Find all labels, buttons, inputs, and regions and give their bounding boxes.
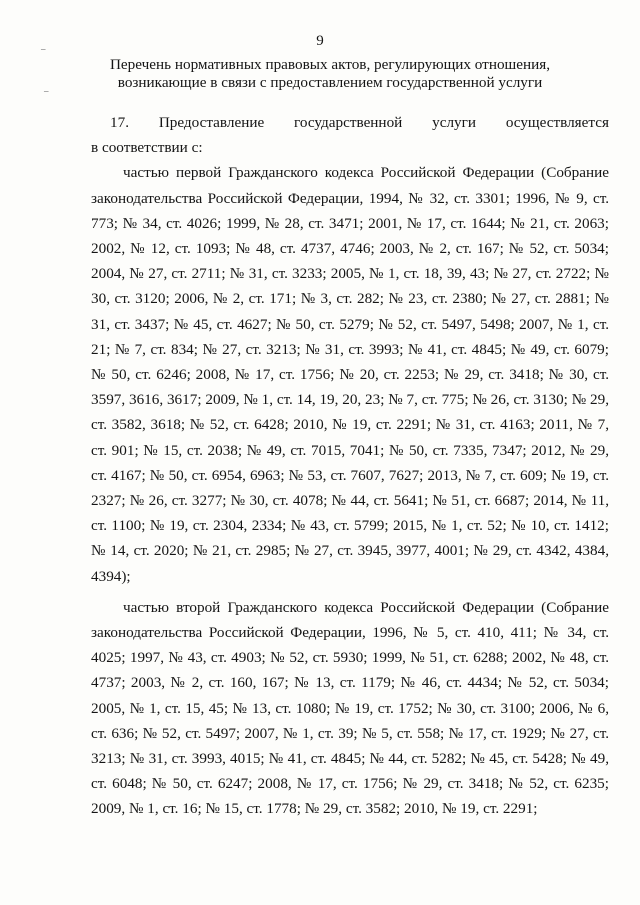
document-body bbox=[91, 110, 609, 822]
heading-line: возникающие в связи с предоставлением государственной услуги bbox=[117, 74, 543, 91]
margin-dash-mark: – bbox=[44, 86, 49, 96]
item-17-first-line bbox=[91, 110, 609, 135]
margin-dash-mark: – bbox=[41, 44, 46, 54]
heading-line: Перечень нормативных правовых актов, регулирующих отношения, bbox=[109, 56, 551, 73]
item-word: осуществляется bbox=[505, 114, 609, 131]
item-word: государственной bbox=[294, 114, 403, 131]
paragraph-civil-code-part-one: частью первой Гражданского кодекса Российской Федерации (Собрание законодательства Российской Федерации, 1994, № 32, ст. 3301; 1996, № 9, ст. 773; № 34, ст. 4026; 1999, № 28, ст. 3471; 2001, № 17, ст. 1644; № 21, ст. 2063; 2002, № 12, ст. 1093; № 48, ст. 4737, 4746; 2003, № 2, ст. 167; № 52, ст. 5034; 2004, № 27, ст. 2711; № 31, ст. 3233; 2005, № 1, ст. 18, 39, 43; № 27, ст. 2722; № 30, ст. 3120; 2006, № 2, ст. 171; № 3, ст. 282; № 23, ст. 2380; № 27, ст. 2881; № 31, ст. 3437; № 45, ст. 4627; № 50, ст. 5279; № 52, ст. 5497, 5498; 2007, № 1, ст. 21; № 7, ст. 834; № 27, ст. 3213; № 31, ст. 3993; № 41, ст. 4845; № 49, ст. 6079; № 50, ст. 6246; 2008, № 17, ст. 1756; № 20, ст. 2253; № 29, ст. 3418; № 30, ст. 3597, 3616, 3617; 2009, № 1, ст. 14, 19, 20, 23; № 7, ст. 775; № 26, ст. 3130; № 29, ст. 3582, 3618; № 52, ст. 6428; 2010, № 19, ст. 2291; № 31, ст. 4163; 2011, № 7, ст. 901; № 15, ст. 2038; № 49, ст. 7015, 7041; № 50, ст. 7335, 7347; 2012, № 29, ст. 4167; № 50, ст. 6954, 6963; № 53, ст. 7607, 7627; 2013, № 7, ст. 609; № 19, ст. 2327; № 26, ст. 3277; № 30, ст. 4078; № 44, ст. 5641; № 51, ст. 6687; 2014, № 11, ст. 1100; № 19, ст. 2304, 2334; № 43, ст. 5799; 2015, № 1, ст. 52; № 10, ст. 1412; № 14, ст. 2020; № 21, ст. 2985; № 27, ст. 3945, 3977, 4001; № 29, ст. 4342, 4384, 4394); bbox=[91, 164, 609, 585]
item-word: Предоставление bbox=[158, 114, 265, 131]
item-number: 17. bbox=[110, 114, 129, 131]
item-word: услуги bbox=[432, 114, 476, 131]
item-continuation: в соответствии с: bbox=[91, 139, 203, 157]
paragraph-civil-code-part-two: частью второй Гражданского кодекса Российской Федерации (Собрание законодательства Российской Федерации, 1996, № 5, ст. 410, 411; № 34, ст. 4025; 1997, № 43, ст. 4903; № 52, ст. 5930; 1999, № 51, ст. 6288; 2002, № 48, ст. 4737; 2003, № 2, ст. 160, 167; № 13, ст. 1179; № 46, ст. 4434; № 52, ст. 5034; 2005, № 1, ст. 15, 45; № 13, ст. 1080; № 19, ст. 1752; № 30, ст. 3100; 2006, № 6, ст. 636; № 52, ст. 5497; 2007, № 1, ст. 39; № 5, ст. 558; № 17, ст. 1929; № 27, ст. 3213; № 31, ст. 3993, 4015; № 41, ст. 4845; № 44, ст. 5282; № 45, ст. 5428; № 49, ст. 6048; № 50, ст. 6247; 2008, № 17, ст. 1756; № 29, ст. 3418; № 52, ст. 6235; 2009, № 1, ст. 16; № 15, ст. 1778; № 29, ст. 3582; 2010, № 19, ст. 2291; bbox=[91, 598, 609, 818]
section-heading bbox=[80, 56, 580, 92]
page-number: 9 bbox=[316, 33, 324, 49]
